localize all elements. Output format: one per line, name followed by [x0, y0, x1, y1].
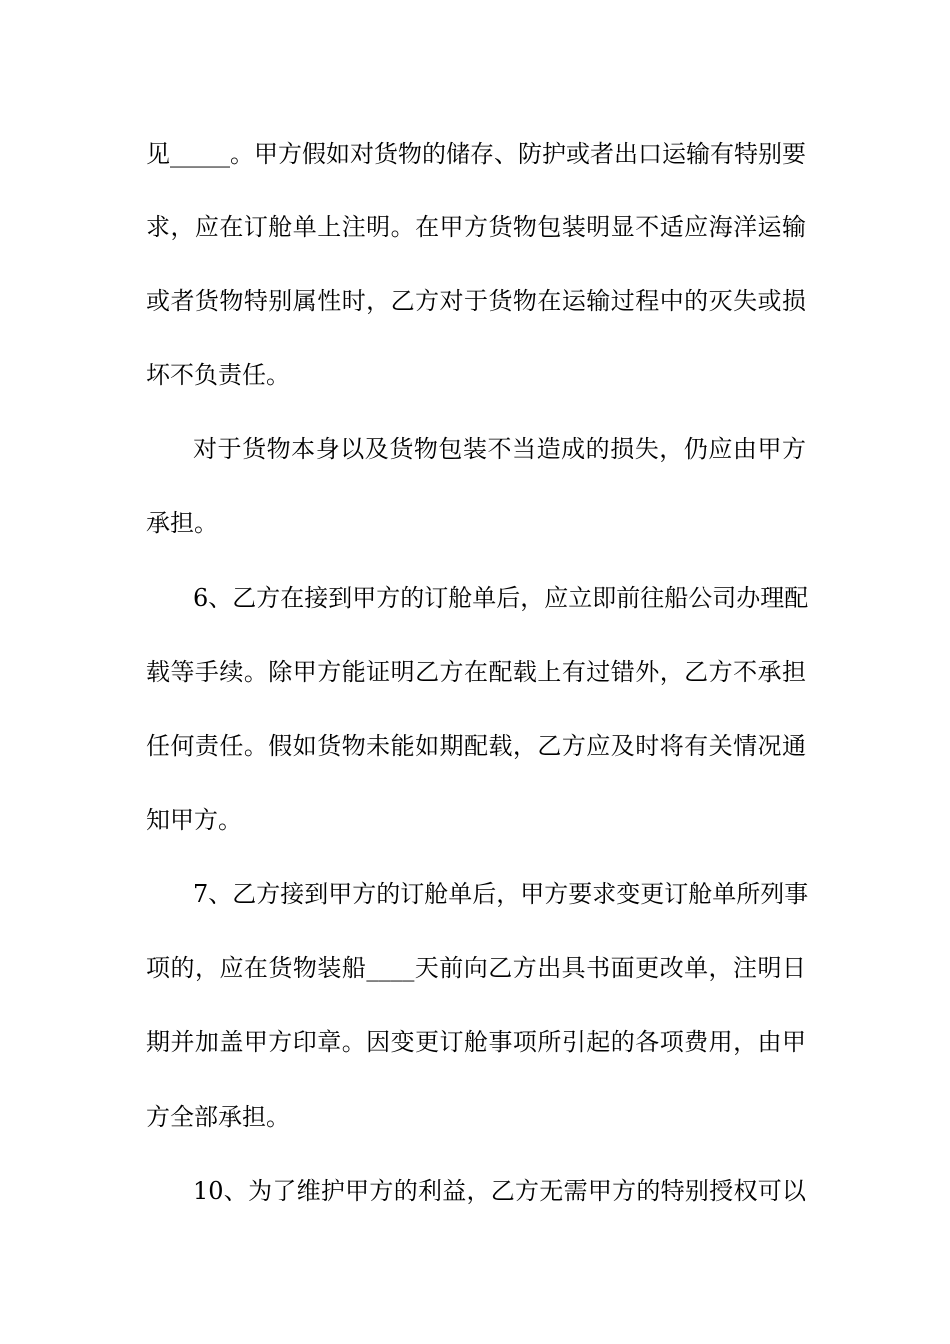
text-line: 7、乙方接到甲方的订舱单后，甲方要求变更订舱单所列事 — [193, 880, 809, 908]
text-line: 载等手续。除甲方能证明乙方在配载上有过错外，乙方不承担 — [146, 658, 806, 686]
text-line: 求，应在订舱单上注明。在甲方货物包装明显不适应海洋运输 — [146, 213, 806, 241]
text-line: 期并加盖甲方印章。因变更订舱事项所引起的各项费用，由甲 — [146, 1028, 806, 1056]
text-line: 方全部承担。 — [146, 1103, 290, 1131]
text-line: 对于货物本身以及货物包装不当造成的损失，仍应由甲方 — [193, 435, 806, 463]
text-line: 项的，应在货物装船____天前向乙方出具书面更改单，注明日 — [146, 954, 806, 982]
text-line: 6、乙方在接到甲方的订舱单后，应立即前往船公司办理配 — [193, 584, 809, 612]
text-line: 坏不负责任。 — [146, 361, 290, 389]
text-line: 知甲方。 — [146, 806, 242, 834]
text-line: 见_____。甲方假如对货物的储存、防护或者出口运输有特别要 — [146, 140, 806, 168]
text-line: 任何责任。假如货物未能如期配载，乙方应及时将有关情况通 — [146, 732, 806, 760]
text-line: 10、为了维护甲方的利益，乙方无需甲方的特别授权可以 — [193, 1177, 806, 1205]
text-line: 或者货物特别属性时，乙方对于货物在运输过程中的灭失或损 — [146, 287, 806, 315]
text-line: 承担。 — [146, 509, 218, 537]
